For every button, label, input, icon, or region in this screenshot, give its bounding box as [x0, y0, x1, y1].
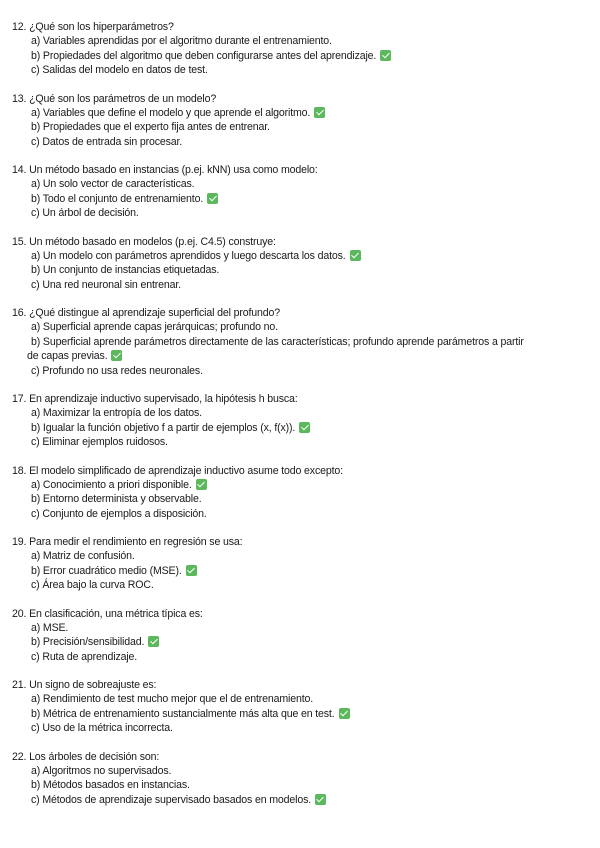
question-title: 18. El modelo simplificado de aprendizaje inductivo asume todo excepto: [12, 464, 343, 477]
answer-option-text: c) Un árbol de decisión. [31, 207, 139, 219]
answer-option [12, 49, 590, 64]
answer-option [12, 135, 590, 150]
correct-check-icon [111, 350, 122, 361]
answer-option-text: b) Un conjunto de instancias etiquetadas. [31, 264, 220, 276]
answer-option-text: b) Todo el conjunto de entrenamiento. [31, 192, 204, 205]
answer-option [12, 120, 590, 135]
answer-option [12, 764, 590, 779]
answer-option [12, 278, 590, 293]
answer-option-text: b) Precisión/sensibilidad. [31, 636, 145, 648]
answer-option [12, 650, 590, 665]
answer-option-text: b) Métrica de entrenamiento sustancialmente más alta que en test. [31, 707, 335, 720]
question-block [12, 535, 590, 593]
question-title: 15. Un método basado en modelos (p.ej. C4.5) construye: [12, 235, 276, 248]
answer-option-text: c) Ruta de aprendizaje. [31, 650, 138, 663]
answer-option-text: b) Igualar la función objetivo f a partir de ejemplos (x, f(x)). [31, 421, 296, 434]
answer-option [12, 192, 590, 207]
question-title: 12. ¿Qué son los hiperparámetros? [12, 21, 174, 33]
answer-option-text: c) Métodos de aprendizaje supervisado basados en modelos. [31, 793, 312, 806]
answer-option [12, 406, 590, 421]
answer-option-text: a) Rendimiento de test mucho mejor que el de entrenamiento. [31, 693, 314, 705]
answer-option [12, 335, 590, 364]
question-block [12, 678, 590, 736]
question-block [12, 750, 590, 808]
answer-option [12, 320, 590, 335]
answer-option-text: c) Eliminar ejemplos ruidosos. [31, 436, 168, 448]
question-block [12, 607, 590, 665]
answer-option-text: a) Variables aprendidas por el algoritmo durante el entrenamiento. [31, 35, 332, 47]
answer-option [12, 421, 590, 436]
answer-option [12, 249, 590, 264]
answer-option [12, 549, 590, 564]
answer-option-text: c) Salidas del modelo en datos de test. [31, 64, 208, 76]
answer-option-text: a) Maximizar la entropía de los datos. [31, 407, 202, 419]
answer-option [12, 206, 590, 221]
answer-option-text: c) Conjunto de ejemplos a disposición. [31, 507, 207, 520]
question-title: 19. Para medir el rendimiento en regresión se usa: [12, 536, 243, 548]
question-title: 20. En clasificación, una métrica típica es: [12, 607, 203, 620]
correct-check-icon [350, 250, 361, 261]
answer-option [12, 63, 590, 78]
correct-check-icon [315, 794, 326, 805]
answer-option-text: c) Área bajo la curva ROC. [31, 579, 154, 591]
answer-option [12, 478, 590, 493]
answer-option [12, 263, 590, 278]
correct-check-icon [314, 107, 325, 118]
answer-option [12, 707, 590, 722]
answer-option-continuation [27, 349, 590, 364]
answer-option [12, 578, 590, 593]
answer-option-text: b) Error cuadrático medio (MSE). [31, 564, 182, 577]
answer-option-text: a) Superficial aprende capas jerárquicas; profundo no. [31, 321, 278, 333]
question-block [12, 20, 590, 78]
question-title: 22. Los árboles de decisión son: [12, 750, 160, 763]
correct-check-icon [299, 422, 310, 433]
question-block [12, 163, 590, 221]
question-block [12, 392, 590, 450]
answer-option [12, 435, 590, 450]
answer-option [12, 621, 590, 636]
answer-option [12, 635, 590, 650]
correct-check-icon [196, 479, 207, 490]
answer-option-text: a) Variables que define el modelo y que aprende el algoritmo. [31, 106, 311, 119]
answer-option-text: c) Una red neuronal sin entrenar. [31, 278, 181, 291]
answer-option [12, 364, 590, 379]
correct-check-icon [207, 193, 218, 204]
answer-option-text: b) Propiedades que el experto fija antes de entrenar. [31, 121, 270, 133]
quiz-document [12, 20, 590, 821]
correct-check-icon [148, 636, 159, 647]
question-block [12, 235, 590, 293]
answer-option-text: b) Propiedades del algoritmo que deben configurarse antes del aprendizaje. [31, 49, 377, 62]
answer-option-text: a) Un solo vector de características. [31, 178, 195, 190]
answer-option-text: a) Algoritmos no supervisados. [31, 764, 172, 777]
answer-option-text: c) Datos de entrada sin procesar. [31, 135, 183, 148]
answer-option-text: a) Conocimiento a priori disponible. [31, 478, 192, 491]
answer-option [12, 778, 590, 793]
answer-option-text: a) Un modelo con parámetros aprendidos y luego descarta los datos. [31, 249, 346, 262]
question-title: 13. ¿Qué son los parámetros de un modelo? [12, 92, 217, 105]
answer-option [12, 692, 590, 707]
correct-check-icon [339, 708, 350, 719]
question-block [12, 306, 590, 378]
answer-option [12, 564, 590, 579]
correct-check-icon [380, 50, 391, 61]
question-title: 16. ¿Qué distingue al aprendizaje superficial del profundo? [12, 307, 280, 319]
answer-option-text: c) Profundo no usa redes neuronales. [31, 364, 203, 377]
answer-option [12, 793, 590, 808]
answer-option [12, 106, 590, 121]
question-block [12, 92, 590, 150]
answer-option-text: a) Matriz de confusión. [31, 550, 135, 562]
answer-option [12, 177, 590, 192]
answer-option-text: b) Entorno determinista y observable. [31, 493, 202, 505]
answer-option-text: b) Métodos basados en instancias. [31, 779, 190, 791]
answer-option-text: b) Superficial aprende parámetros directamente de las características; profundo aprende parámetros a partir [31, 335, 524, 348]
question-title: 21. Un signo de sobreajuste es: [12, 679, 157, 691]
answer-option-text: a) MSE. [31, 621, 69, 634]
answer-option [12, 34, 590, 49]
answer-option [12, 492, 590, 507]
answer-option [12, 721, 590, 736]
answer-option-text: c) Uso de la métrica incorrecta. [31, 722, 173, 734]
answer-option-continuation-text: de capas previas. [27, 350, 108, 362]
question-title: 14. Un método basado en instancias (p.ej. kNN) usa como modelo: [12, 164, 318, 176]
question-title: 17. En aprendizaje inductivo supervisado, la hipótesis h busca: [12, 393, 298, 405]
question-block [12, 464, 590, 522]
answer-option [12, 507, 590, 522]
correct-check-icon [186, 565, 197, 576]
